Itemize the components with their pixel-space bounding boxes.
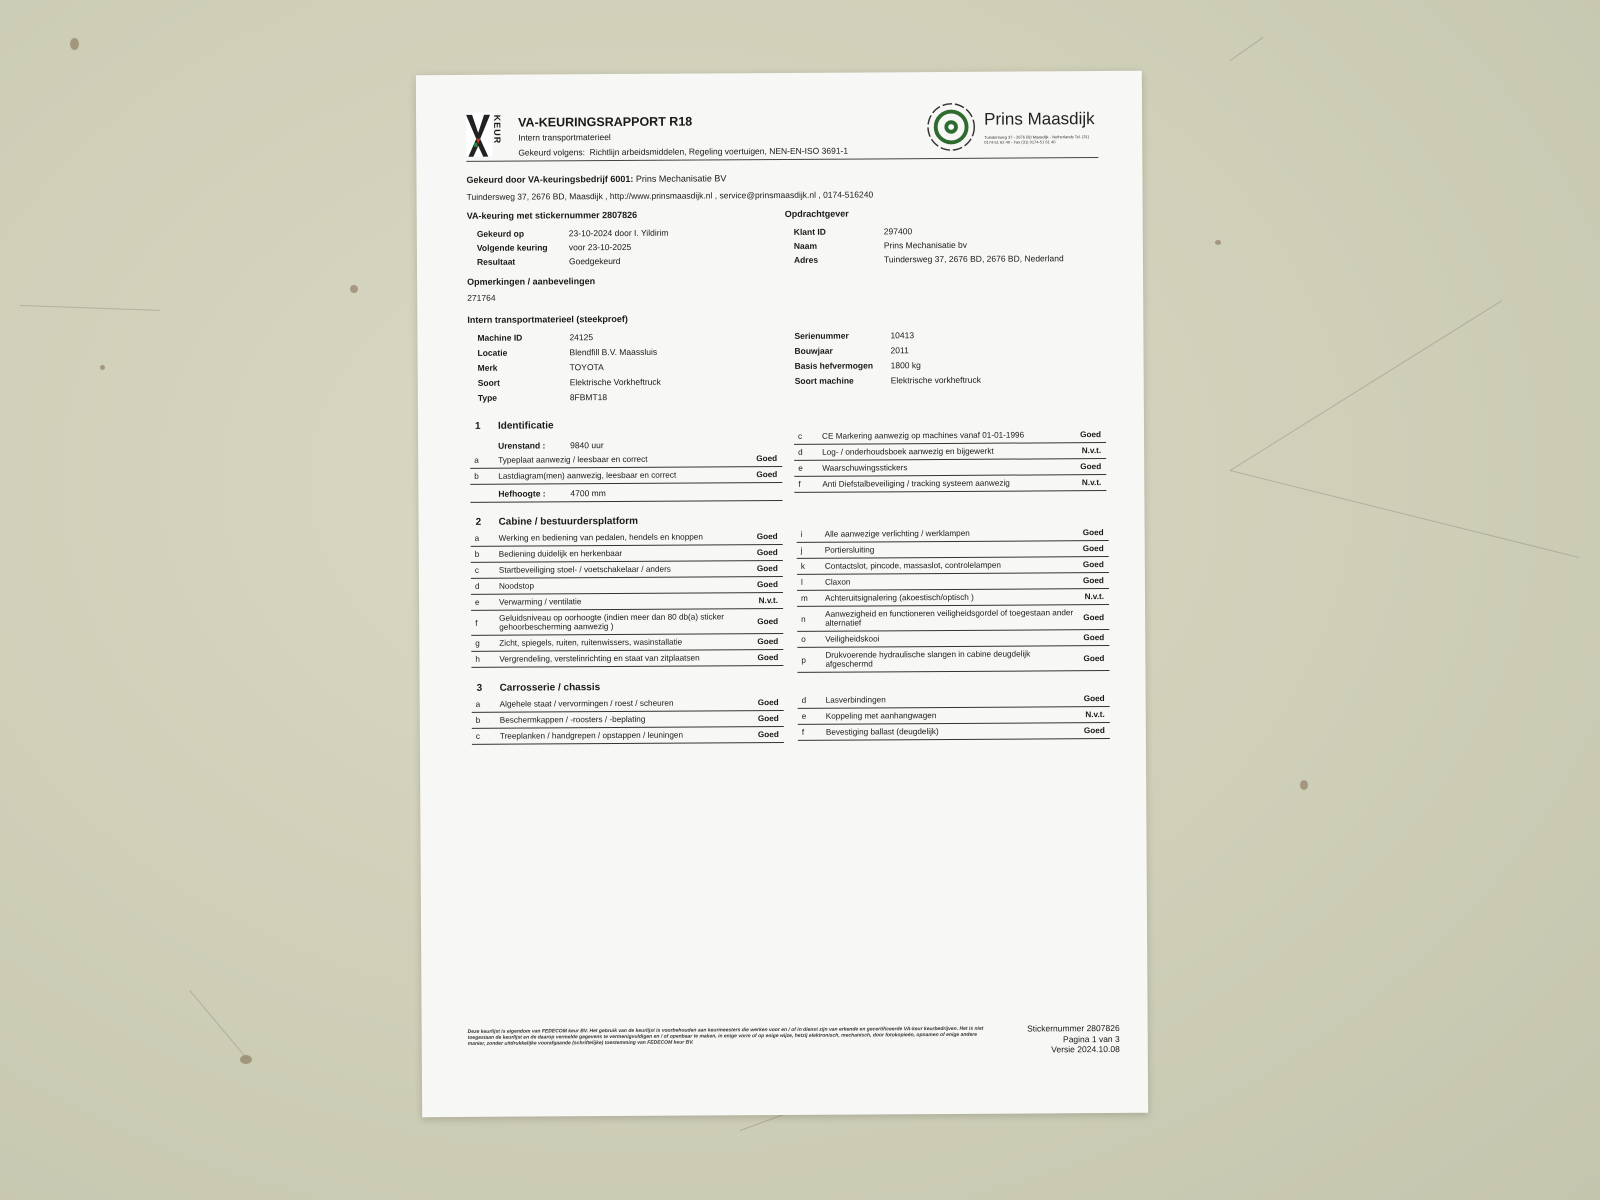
checklist-row	[472, 695, 784, 713]
detail-value: Blendfill B.V. Maassluis	[569, 346, 658, 358]
checklist-row	[797, 605, 1109, 632]
detail-label: Volgende keuring	[476, 242, 548, 253]
detail-value: 1800 kg	[890, 360, 921, 371]
row-letter: h	[475, 654, 480, 664]
checklist-row	[471, 609, 783, 636]
inspector-label: Gekeurd door VA-keuringsbedrijf 6001:	[466, 173, 634, 185]
row-letter: c	[474, 565, 479, 575]
row-letter: g	[475, 638, 480, 648]
inspection-report-sheet	[416, 71, 1148, 1117]
row-letter: a	[474, 455, 479, 465]
detail-label: Merk	[477, 362, 498, 373]
footer-sticker-number: Stickernummer 2807826	[1027, 1022, 1120, 1034]
row-letter: e	[475, 597, 480, 607]
detail-label: Type	[477, 392, 498, 403]
footer-meta	[1012, 1023, 1120, 1055]
row-description: Treeplanken / handgrepen / opstappen / leuningen	[499, 730, 684, 741]
row-description: Startbeveiliging stoel- / voetschakelaar / anders	[498, 564, 671, 575]
row-letter: a	[475, 699, 481, 709]
va-keur-logo-text: KEUR	[492, 114, 503, 145]
checklist-row	[794, 443, 1106, 461]
row-description: Zicht, spiegels, ruiten, ruitenwissers, wasinstallatie	[499, 637, 683, 648]
row-status: N.v.t.	[1085, 710, 1105, 720]
row-letter: e	[798, 463, 803, 473]
detail-value: Elektrische Vorkheftruck	[569, 376, 661, 388]
row-status: N.v.t.	[1084, 592, 1105, 602]
detail-value: 10413	[890, 330, 915, 341]
section-number: 2	[475, 516, 482, 528]
row-letter: d	[798, 447, 803, 457]
header-divider	[466, 157, 1098, 162]
row-status: Goed	[757, 617, 779, 627]
detail-value: Prins Mechanisatie bv	[883, 239, 968, 251]
row-status: Goed	[756, 470, 778, 480]
hour-meter-label: Urenstand :	[498, 440, 546, 451]
section-number: 3	[476, 682, 483, 694]
detail-label: Locatie	[477, 347, 508, 358]
footer-page-number: Pagina 1 van 3	[1062, 1033, 1120, 1044]
checklist-row	[794, 459, 1106, 477]
checklist-row	[797, 589, 1109, 607]
checklist-row	[797, 573, 1109, 591]
row-description: Waarschuwingsstickers	[822, 463, 908, 473]
detail-value: Goedgekeurd	[568, 255, 621, 267]
checklist-row	[798, 691, 1110, 709]
row-description: Alle aanwezige verlichting / werklampen	[824, 528, 970, 539]
detail-label: Machine ID	[477, 332, 523, 343]
row-status: N.v.t.	[758, 596, 779, 606]
prins-maasdijk-logo-icon	[924, 100, 978, 154]
row-letter: d	[801, 695, 807, 705]
detail-value: 23-10-2024 door I. Yildirim	[568, 227, 669, 239]
row-description: Claxon	[824, 577, 851, 587]
checklist-row	[797, 557, 1109, 575]
row-description: Anti Diefstalbeveiliging / tracking systeem aanwezig	[822, 478, 1010, 489]
detail-value: Elektrische vorkheftruck	[890, 374, 981, 386]
detail-label: Soort machine	[794, 375, 854, 386]
section-title: Carrosserie / chassis	[499, 682, 601, 694]
row-description: Lasverbindingen	[825, 695, 886, 705]
row-status: Goed	[756, 580, 778, 590]
row-description: Veiligheidskooi	[825, 634, 880, 644]
brand-name: Prins Maasdijk	[984, 109, 1095, 129]
row-letter: m	[800, 593, 808, 603]
row-status: Goed	[1082, 544, 1104, 554]
row-status: N.v.t.	[1081, 446, 1102, 456]
row-description: Typeplaat aanwezig / leesbaar en correct	[498, 454, 648, 465]
row-description: Werking en bediening van pedalen, hendels en knoppen	[498, 532, 703, 543]
checklist-row	[471, 634, 783, 652]
detail-label: Gekeurd op	[476, 228, 525, 239]
checklist-row	[798, 723, 1110, 741]
row-description: Bediening duidelijk en herkenbaar	[498, 548, 623, 559]
detail-label: Soort	[477, 377, 500, 388]
row-description: Verwarming / ventilatie	[499, 597, 582, 607]
row-letter: p	[801, 655, 806, 665]
checklist-row	[470, 467, 782, 485]
lift-height-label: Hefhoogte :	[498, 488, 546, 499]
row-description: Noodstop	[498, 581, 535, 591]
detail-label: Naam	[793, 240, 818, 251]
row-letter: b	[474, 471, 479, 481]
row-letter: b	[475, 715, 481, 725]
row-status: Goed	[1082, 528, 1104, 538]
report-subtitle: Intern transportmaterieel	[518, 132, 611, 143]
row-letter: i	[800, 529, 803, 539]
row-letter: f	[475, 618, 478, 628]
row-description: Geluidsniveau op oorhoogte (indien meer dan 80 db(a) sticker gehoorbescherming aanwezig )	[499, 612, 725, 632]
section-title: Cabine / bestuurdersplatform	[498, 515, 639, 528]
detail-label: Basis hefvermogen	[794, 360, 874, 371]
checklist-row	[471, 529, 783, 547]
row-description: Vergrendeling, verstelinrichting en staat van zitplaatsen	[499, 653, 700, 664]
detail-label: Resultaat	[476, 256, 516, 267]
detail-value: Tuindersweg 37, 2676 BD, 2676 BD, Nederland	[883, 253, 1064, 265]
checklist-row	[797, 646, 1109, 673]
row-status: Goed	[1083, 694, 1105, 704]
row-status: Goed	[1083, 726, 1105, 736]
checklist-row	[794, 475, 1106, 493]
row-description: Contactslot, pincode, massaslot, controlelampen	[824, 560, 1001, 571]
row-letter: a	[474, 533, 480, 543]
row-description: CE Markering aanwezig op machines vanaf 01-01-1996	[822, 430, 1025, 441]
row-letter: f	[798, 479, 801, 489]
row-status: N.v.t.	[1081, 478, 1102, 488]
detail-value: 297400	[883, 226, 913, 237]
row-status: Goed	[1082, 576, 1104, 586]
row-letter: o	[801, 634, 806, 644]
footer-version: Versie 2024.10.08	[1051, 1043, 1120, 1055]
detail-value: 8FBMT18	[569, 392, 608, 403]
row-letter: d	[474, 581, 480, 591]
row-description: Bevestiging ballast (deugdelijk)	[825, 727, 939, 737]
row-letter: c	[798, 431, 803, 441]
row-status: Goed	[1080, 462, 1102, 472]
checklist-row	[470, 451, 782, 469]
row-description: Lastdiagram(men) aanwezig, leesbaar en correct	[498, 470, 677, 481]
detail-label: Bouwjaar	[794, 345, 833, 356]
row-status: Goed	[756, 532, 778, 542]
row-status: Goed	[757, 653, 779, 663]
row-letter: k	[800, 561, 805, 571]
checklist-row	[471, 650, 783, 668]
row-letter: e	[801, 711, 807, 721]
sticker-heading: VA-keuring met stickernummer 2807826	[466, 209, 638, 221]
checklist-row	[471, 545, 783, 563]
row-status: Goed	[757, 730, 779, 740]
checklist-row	[798, 707, 1110, 725]
row-status: Goed	[757, 637, 779, 647]
checklist-row	[794, 427, 1106, 445]
checklist-row	[797, 630, 1109, 648]
remarks-value: 271764	[467, 292, 496, 303]
section-title: Identificatie	[497, 420, 554, 432]
inspector-name: Prins Mechanisatie BV	[635, 173, 727, 184]
row-letter: f	[801, 727, 805, 737]
detail-value: 24125	[569, 332, 594, 343]
checklist-row	[472, 711, 784, 729]
row-status: Goed	[1082, 560, 1104, 570]
row-status: Goed	[1083, 654, 1105, 664]
detail-value: TOYOTA	[569, 362, 604, 373]
row-description: Achteruitsignalering (akoestisch/optisch )	[824, 592, 974, 603]
machine-heading: Intern transportmaterieel (steekproef)	[467, 313, 628, 325]
row-status: Goed	[757, 714, 779, 724]
row-letter: c	[475, 731, 480, 741]
row-description: Portiersluiting	[824, 545, 875, 555]
remarks-heading: Opmerkingen / aanbevelingen	[467, 276, 596, 287]
row-status: Goed	[756, 454, 778, 464]
detail-label: Klant ID	[793, 226, 826, 237]
client-heading: Opdrachtgever	[784, 208, 849, 219]
section-divider	[470, 500, 782, 503]
inspector-line	[466, 173, 726, 185]
hour-meter-value: 9840 uur	[570, 440, 604, 451]
detail-label: Adres	[793, 254, 819, 265]
report-norms: Gekeurd volgens: Richtlijn arbeidsmiddelen, Regeling voertuigen, NEN-EN-ISO 3691-1	[518, 145, 849, 158]
footer-legal-notice: Deze keurlijst is eigendom van FEDECOM keur BV. Het gebruik van de keurlijst is voorbehouden aan keurmeesters die werken voor en / of in dienst zijn van erkende en gecertificeerde VA-keur keurbedrijven. Het is niet toegestaan de keurlijst en de daarop vermelde gegevens te vermenigvuldigen en / of openbaar te maken, in enige vorm of op enige wijze, hetzij elektronisch, mechanisch, door fotokopieën, opnamen of enige andere manier, zonder uitdrukkelijke voorafgaande (schriftelijke) toestemming van FEDECOM keur BV.	[467, 1025, 984, 1047]
report-title: VA-KEURINGSRAPPORT R18	[518, 114, 693, 130]
row-description: Log- / onderhoudsboek aanwezig en bijgewerkt	[822, 446, 994, 457]
lift-height-value: 4700 mm	[570, 488, 606, 499]
checklist-row	[471, 593, 783, 611]
section-number: 1	[474, 420, 481, 432]
row-status: Goed	[1080, 430, 1102, 440]
detail-value: 2011	[890, 345, 909, 356]
detail-value: voor 23-10-2025	[568, 241, 632, 253]
norms-value: Richtlijn arbeidsmiddelen, Regeling voertuigen, NEN-EN-ISO 3691-1	[589, 145, 849, 158]
row-letter: b	[474, 549, 480, 559]
norms-label: Gekeurd volgens	[518, 147, 583, 158]
row-letter: l	[800, 577, 803, 587]
detail-label: Serienummer	[794, 330, 849, 341]
row-status: Goed	[757, 698, 779, 708]
row-description: Koppeling met aanhangwagen	[825, 711, 937, 721]
row-description: Aanwezigheid en functioneren veiligheidsgordel of toegestaan ander alternatief	[825, 608, 1074, 628]
row-status: Goed	[756, 564, 778, 574]
checklist-row	[797, 525, 1109, 543]
row-description: Beschermkappen / -roosters / -beplating	[499, 714, 646, 725]
row-status: Goed	[1083, 633, 1105, 643]
row-status: Goed	[756, 548, 778, 558]
brand-address: Tuindersweg 37 - 2676 BD Maasdijk - Netherlands Tel. (31) 0174-51 62 40 - Fax (31) 0174-51 61 40	[984, 134, 1090, 145]
row-letter: n	[801, 614, 806, 624]
checklist-row	[471, 561, 783, 579]
row-status: Goed	[1083, 613, 1105, 623]
row-description: Algehele staat / vervormingen / roest / scheuren	[499, 698, 674, 709]
checklist-row	[471, 577, 783, 595]
row-letter: j	[800, 545, 803, 555]
inspector-contact: Tuindersweg 37, 2676 BD, Maasdijk , http://www.prinsmaasdijk.nl , service@prinsmaasdijk.nl , 0174-516240	[466, 189, 874, 202]
row-description: Drukvoerende hydraulische slangen in cabine deugdelijk afgeschermd	[825, 649, 1031, 669]
checklist-row	[472, 727, 784, 745]
checklist-row	[797, 541, 1109, 559]
